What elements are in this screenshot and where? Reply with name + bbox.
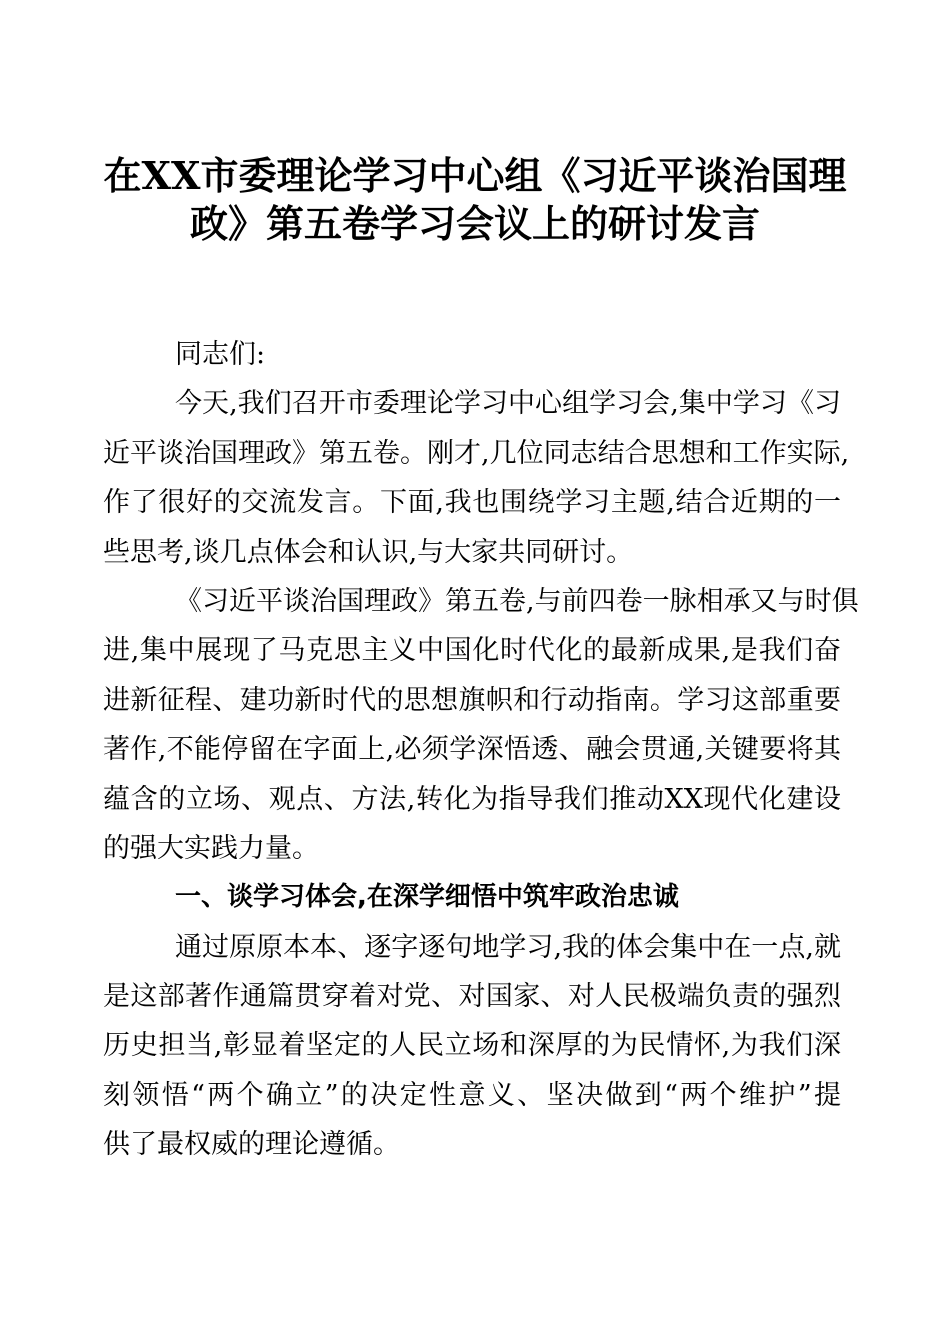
paragraph-section1: [103, 923, 841, 1170]
title-line: 政》第五卷学习会议上的研讨发言: [189, 201, 760, 246]
paragraph-line: 的强大实践力量。: [103, 832, 319, 864]
paragraph-line: 些思考,谈几点体会和认识,与大家共同研讨。: [103, 536, 634, 568]
paragraph-line: 是这部著作通篇贯穿着对党、对国家、对人民极端负责的强烈: [103, 981, 841, 1013]
paragraph-line: 今天,我们召开市委理论学习中心组学习会,集中学习《习: [175, 388, 841, 420]
paragraph-line: 《习近平谈治国理政》第五卷,与前四卷一脉相承又与时俱: [175, 585, 859, 617]
paragraph-line: 作了很好的交流发言。下面,我也围绕学习主题,结合近期的一: [103, 487, 841, 519]
section-heading: 一、谈学习体会,在深学细悟中筑牢政治忠诚: [175, 882, 679, 913]
paragraph-line: 蕴含的立场、观点、方法,转化为指导我们推动XX现代化建设: [103, 783, 841, 815]
paragraph-line: 近平谈治国理政》第五卷。刚才,几位同志结合思想和工作实际,: [103, 437, 850, 469]
title-line: 在XX市委理论学习中心组《习近平谈治国理: [103, 153, 847, 198]
salutation: 同志们:: [175, 339, 266, 370]
paragraph-line: 进新征程、建功新时代的思想旗帜和行动指南。学习这部重要: [103, 684, 841, 716]
paragraph-line: 通过原原本本、逐字逐句地学习,我的体会集中在一点,就: [175, 931, 841, 963]
paragraph-line: 供了最权威的理论遵循。: [103, 1129, 400, 1161]
document-body: [103, 330, 859, 1170]
paragraph-book: [103, 577, 859, 873]
paragraph-line: 进,集中展现了马克思主义中国化时代化的最新成果,是我们奋: [103, 635, 841, 667]
paragraph-line: 刻领悟“两个确立”的决定性意义、坚决做到“两个维护”提: [103, 1079, 841, 1111]
paragraph-line: 历史担当,彰显着坚定的人民立场和深厚的为民情怀,为我们深: [103, 1030, 841, 1062]
paragraph-line: 著作,不能停留在字面上,必须学深悟透、融会贯通,关键要将其: [103, 734, 841, 766]
document-title: [0, 152, 950, 248]
paragraph-intro: [103, 379, 850, 577]
